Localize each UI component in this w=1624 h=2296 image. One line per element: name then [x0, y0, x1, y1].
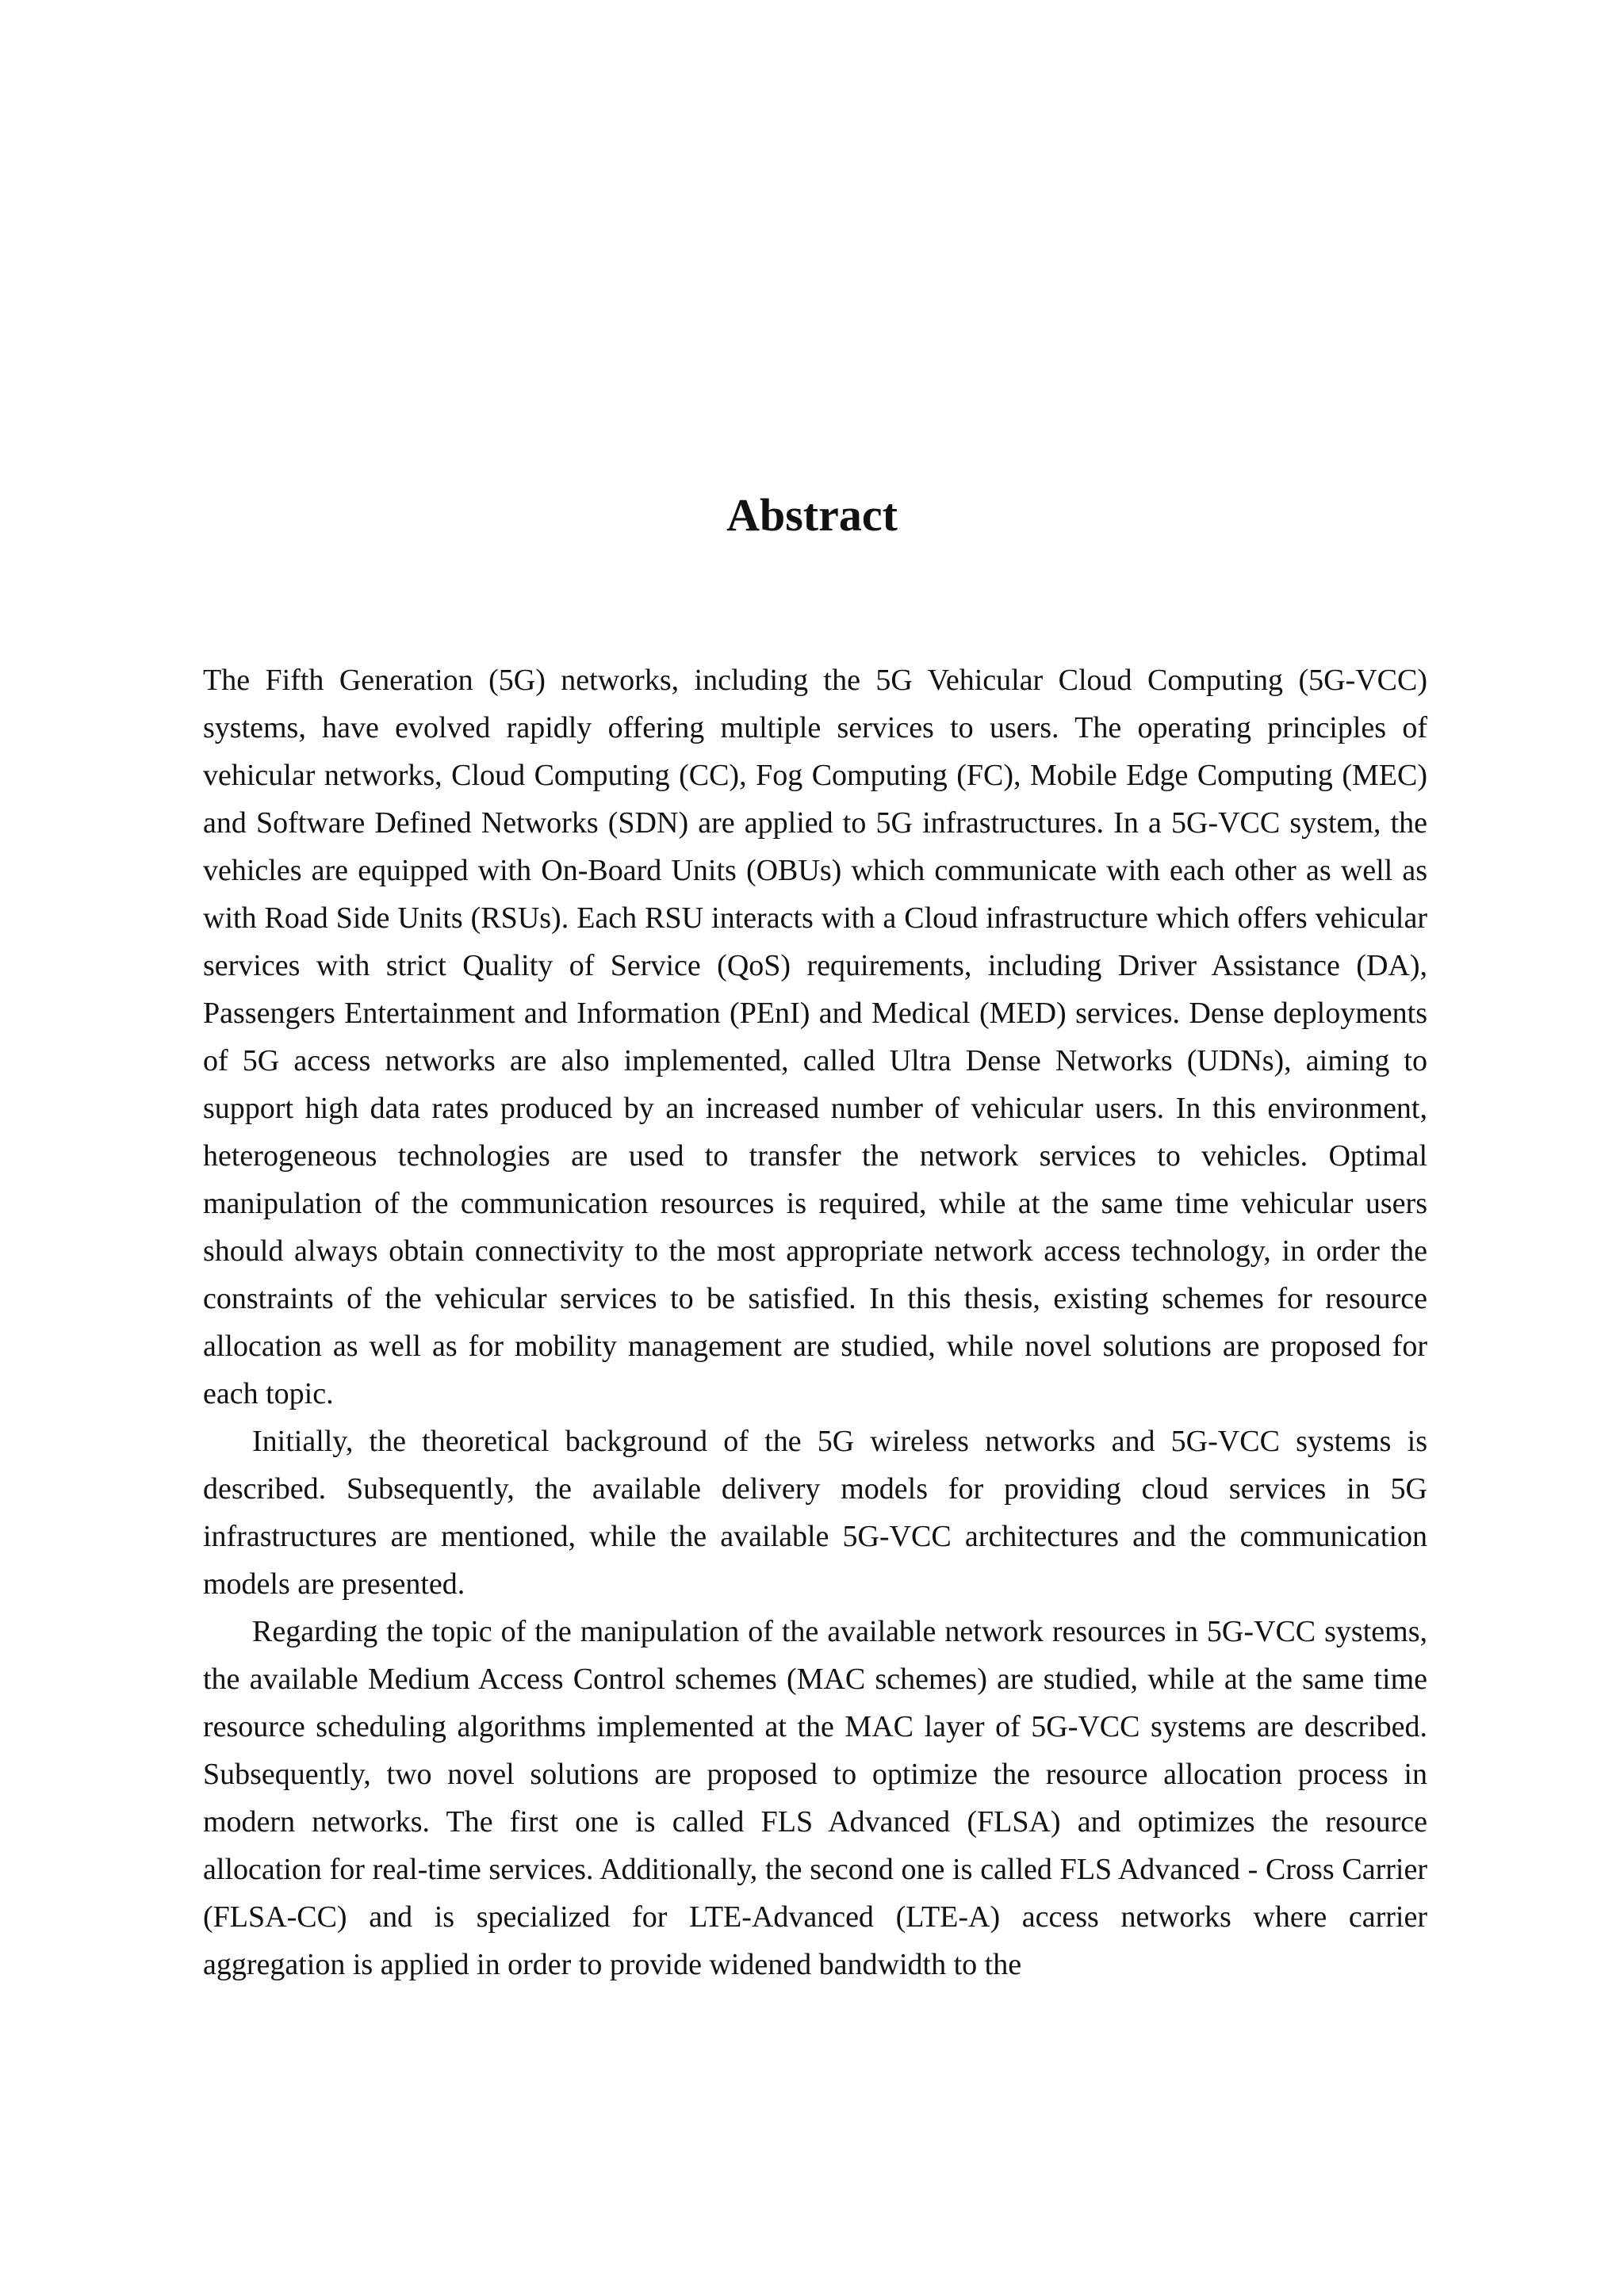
abstract-paragraph-3: Regarding the topic of the manipulation of the available network resources in 5G-VCC systems, the available Medium Access Control schemes (MAC schemes) are studied, while at the same time resource scheduling algorithms implemented at the MAC layer of 5G-VCC systems are described. Subsequently, two novel solutions are proposed to optimize the resource allocation process in modern networks. The first one is called FLS Advanced (FLSA) and optimizes the resource allocation for real-time services. Additionally, the second one is called FLS Advanced - Cross Carrier (FLSA-CC) and is specialized for LTE-Advanced (LTE-A) access networks where carrier aggregation is applied in order to provide widened bandwidth to the [203, 1615, 1427, 1981]
abstract-body [203, 656, 1427, 1988]
page-title: Abstract [726, 489, 898, 541]
abstract-paragraph-2: Initially, the theoretical background of the 5G wireless networks and 5G-VCC systems is described. Subsequently, the available delivery models for providing cloud services in 5G infrastructures are mentioned, while the available 5G-VCC architectures and the communication models are presented. [203, 1425, 1427, 1601]
abstract-paragraph-1: The Fifth Generation (5G) networks, including the 5G Vehicular Cloud Computing (5G-VCC) systems, have evolved rapidly offering multiple services to users. The operating principles of vehicular networks, Cloud Computing (CC), Fog Computing (FC), Mobile Edge Computing (MEC) and Software Defined Networks (SDN) are applied to 5G infrastructures. In a 5G-VCC system, the vehicles are equipped with On-Board Units (OBUs) which communicate with each other as well as with Road Side Units (RSUs). Each RSU interacts with a Cloud infrastructure which offers vehicular services with strict Quality of Service (QoS) requirements, including Driver Assistance (DA), Passengers Entertainment and Information (PEnI) and Medical (MED) services. Dense deployments of 5G access networks are also implemented, called Ultra Dense Networks (UDNs), aiming to support high data rates produced by an increased number of vehicular users. In this environment, heterogeneous technologies are used to transfer the network services to vehicles. Optimal manipulation of the communication resources is required, while at the same time vehicular users should always obtain connectivity to the most appropriate network access technology, in order the constraints of the vehicular services to be satisfied. In this thesis, existing schemes for resource allocation as well as for mobility management are studied, while novel solutions are proposed for each topic. [203, 664, 1427, 1410]
